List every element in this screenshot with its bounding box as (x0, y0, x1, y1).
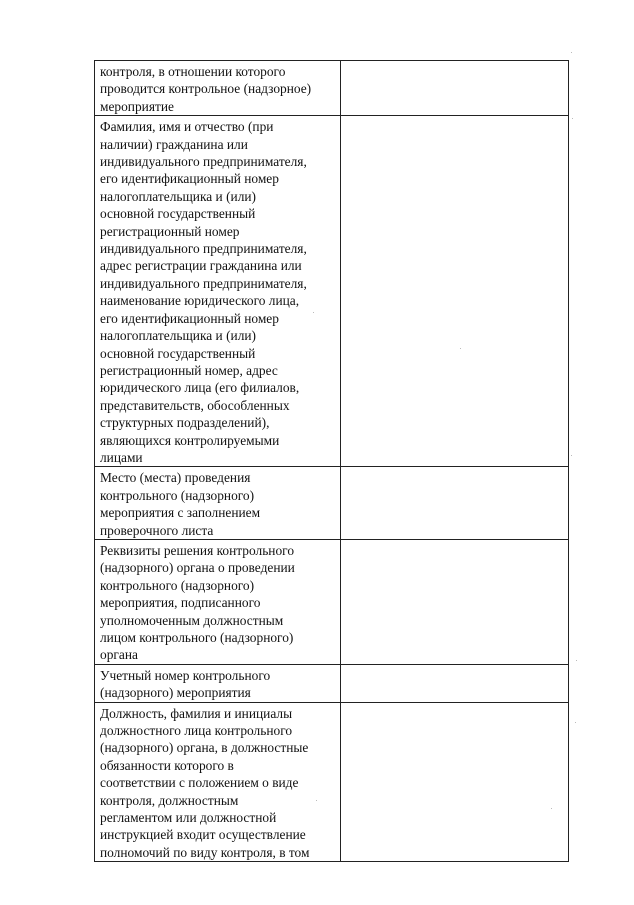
row-value (341, 540, 568, 542)
table-row-controlled-activity (95, 61, 569, 116)
table-row-decision-details (95, 539, 569, 664)
label-cell (95, 116, 341, 467)
label-cell (95, 664, 341, 702)
row-label-registration-number: Учетный номер контрольного (надзорного) мероприятия (100, 667, 271, 701)
value-cell-controlled-persons[interactable] (341, 116, 569, 467)
row-label-place: Место (места) проведения контрольного (надзорного) мероприятия с заполнением проверочного листа (100, 470, 261, 538)
label-cell (95, 539, 341, 664)
label-cell (95, 61, 341, 116)
label-cell (95, 467, 341, 540)
table-row-place (95, 467, 569, 540)
value-cell-official[interactable] (341, 702, 569, 862)
value-cell-registration-number[interactable] (341, 664, 569, 702)
table-row-registration-number (95, 664, 569, 702)
row-value (341, 703, 568, 705)
table-row-official (95, 702, 569, 862)
row-label-controlled-persons: Фамилия, имя и отчество (при наличии) гражданина или индивидуального предпринимателя, его идентификационный номер налогоплательщика и (или) основной государственный регистрационный номер индивидуального предпринимателя, адрес регистрации гражданина или индивидуального предпринимателя, наименование юридического лица, его идентификационный номер налогоплательщика и (или) основной государственный регистрационный номер, адрес юридического лица (его филиалов, представительств, обособленных структурных подразделений), являющихся контролируемыми лицами (100, 119, 307, 465)
row-value (341, 116, 568, 118)
row-label-controlled-activity: контроля, в отношении которого проводится контрольное (надзорное) мероприятие (100, 64, 312, 114)
checklist-info-table (94, 60, 569, 862)
row-value (341, 467, 568, 469)
row-label-official: Должность, фамилия и инициалы должностного лица контрольного (надзорного) органа, в должностные обязанности которого в соответствии с положением о виде контроля, должностным регламентом или должностной инструкцией входит осуществление полномочий по виду контроля, в том (100, 705, 310, 860)
label-cell (95, 702, 341, 862)
value-cell-decision-details[interactable] (341, 539, 569, 664)
value-cell-controlled-activity[interactable] (341, 61, 569, 116)
row-value (341, 61, 568, 63)
value-cell-place[interactable] (341, 467, 569, 540)
row-label-decision-details: Реквизиты решения контрольного (надзорного) органа о проведении контрольного (надзорного) мероприятия, подписанного уполномоченным должностным лицом контрольного (надзорного) органа (100, 542, 295, 663)
row-value (341, 665, 568, 667)
table-row-controlled-persons (95, 116, 569, 467)
